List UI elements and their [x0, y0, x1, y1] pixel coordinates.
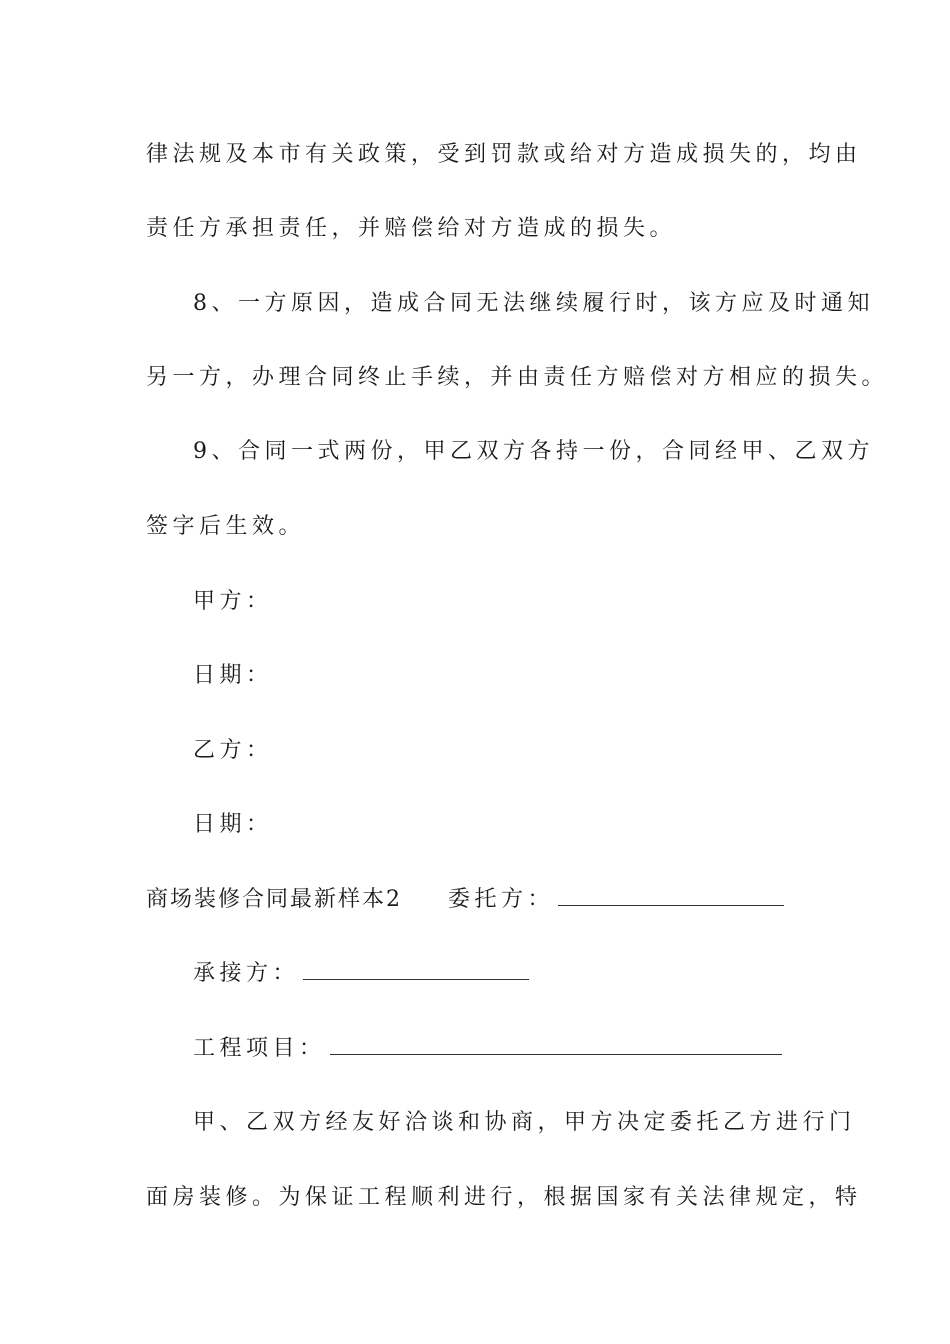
clause-9-line: 9、合同一式两份，甲乙双方各持一份，合同经甲、乙双方 — [193, 439, 874, 464]
date-label: 日期： — [193, 812, 273, 837]
contractor-label: 承接方： — [193, 961, 300, 986]
project-line — [193, 1034, 782, 1064]
contractor-blank-field[interactable] — [303, 959, 529, 980]
project-label: 工程项目： — [193, 1036, 326, 1061]
date-label: 日期： — [193, 663, 273, 688]
party-a-label: 甲方： — [193, 589, 273, 614]
section-title: 商场装修合同最新样本2 — [146, 887, 402, 912]
paragraph-line: 面房装修。为保证工程顺利进行，根据国家有关法律规定，特 — [146, 1185, 862, 1210]
text-line: 签字后生效。 — [146, 514, 306, 539]
clause-8-line: 8、一方原因，造成合同无法继续履行时，该方应及时通知 — [193, 291, 874, 316]
client-blank-field[interactable] — [558, 885, 784, 906]
client-label: 委托方： — [448, 887, 555, 912]
text-line: 律法规及本市有关政策，受到罚款或给对方造成损失的，均由 — [146, 142, 862, 167]
paragraph-line: 甲、乙双方经友好洽谈和协商，甲方决定委托乙方进行门 — [193, 1110, 856, 1135]
text-line: 责任方承担责任，并赔偿给对方造成的损失。 — [146, 216, 677, 241]
party-b-label: 乙方： — [193, 738, 273, 763]
text-line: 另一方，办理合同终止手续，并由责任方赔偿对方相应的损失。 — [146, 365, 889, 390]
project-blank-field[interactable] — [330, 1034, 782, 1055]
section-title-line — [146, 885, 784, 915]
contractor-line — [193, 959, 529, 989]
